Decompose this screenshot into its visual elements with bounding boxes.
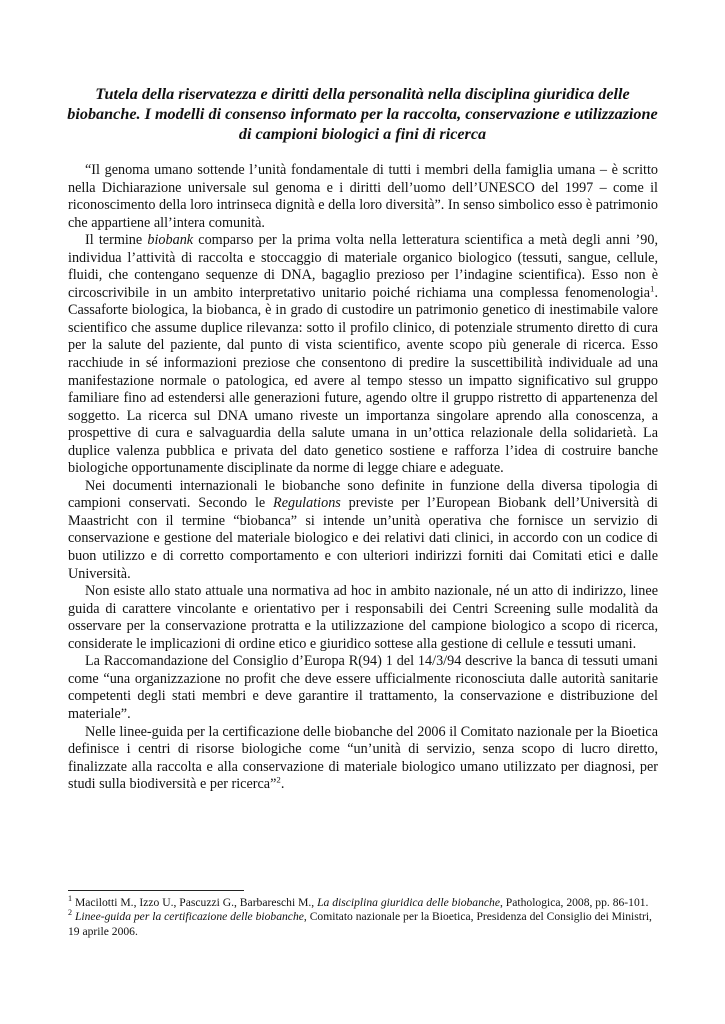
text-run: . (280, 776, 285, 793)
text-run: , Pathologica, 2008, pp. 86-101. (499, 896, 649, 909)
italic-term: Regulations (273, 495, 341, 512)
document-body (68, 162, 658, 794)
footnote-2 (68, 910, 658, 939)
paragraph-international-docs (68, 478, 658, 583)
italic-title: La disciplina giuridica delle biobanche (317, 896, 500, 909)
footnote-number: 2 (68, 908, 73, 918)
footnote-number: 1 (68, 894, 73, 904)
text-run: Nelle linee-guida per la certificazione delle biobanche del 2006 il Comitato nazionale per la Bioetica definisce i centri di risorse biologiche come “un’unità di servizio, senza scopo di lucro diretto, finalizzate alla raccolta e alla conservazione di materiale biologico umano utilizzato per diagnosi, per studi sulla biodiversità e per ricerca” (68, 723, 658, 793)
footnote-separator (68, 890, 244, 891)
paragraph-biobank-term (68, 232, 658, 478)
footnotes (68, 896, 658, 939)
footnote-ref-2: 2 (276, 774, 281, 785)
text-run: comparso per la prima volta nella letteratura scientifica a metà degli anni ’90, individua l’attività di raccolta e stoccaggio di materiale organico biologico (tessuti, sangue, cellule, fluidi, che contengano sequenze di DNA, bagaglio prezioso per l’indagine scientifica). Esso non è circoscrivibile in un ambito interpretativo unitario poiché richiama una complessa fenomenologia (68, 232, 658, 301)
text-run: previste per l’European Biobank dell’Università di Maastricht con il termine “biobanca” si intende un’unità operativa che fornisce un servizio di conservazione e gestione del materiale biologico e dei relativi dati clinici, in accordo con un codice di buon utilizzo e di corretto comportamento e con ulteriori indirizzi forniti dai Comitati etici e dalle Università. (68, 495, 658, 582)
text-run: Macilotti M., Izzo U., Pascuzzi G., Barbareschi M., (72, 896, 318, 909)
footnote-1 (68, 896, 658, 910)
paragraph-national-norms: Non esiste allo stato attuale una normativa ad hoc in ambito nazionale, né un atto di indirizzo, linee guida di carattere vincolante e orientativo per i responsabili dei Centri Screening sulle modalità da osservare per la conservazione protratta e la utilizzazione del campione biologico a scopo di ricerca, considerate le implicazioni di ordine etico e giuridico sottese alla gestione di cellule e tessuti umani. (68, 583, 658, 652)
paragraph-council-recommendation: La Raccomandazione del Consiglio d’Europa R(94) 1 del 14/3/94 descrive la banca di tessuti umani come “una organizzazione no profit che deve essere ufficialmente riconosciuta dalle autorità sanitarie competenti degli stati membri e deve garantire il trattamento, la conservazione e distribuzione del materiale”. (68, 653, 658, 722)
document-title: Tutela della riservatezza e diritti della personalità nella disciplina giuridica delle biobanche. I modelli di consenso informato per la raccolta, conservazione e utilizzazione di campioni biologici a fini di ricerca (67, 85, 658, 143)
text-run: Nei documenti internazionali le biobanche sono definite in funzione della diversa tipologia di campioni conservati. Secondo le (68, 477, 658, 512)
footnote-ref-1: 1 (650, 283, 655, 294)
paragraph-guidelines-2006 (68, 724, 658, 794)
paragraph-genome-quote: “Il genoma umano sottende l’unità fondamentale di tutti i membri della famiglia umana – è scritto nella Dichiarazione universale sul genoma e i diritti dell’uomo dell’UNESCO del 1997 – come il riconoscimento della loro intrinseca dignità e della loro diversità”. In senso simbolico esso è patrimonio che appartiene all’intera comunità. (68, 162, 658, 231)
text-run: , Comitato nazionale per la Bioetica, Presidenza del Consiglio dei Ministri, 19 aprile 2006. (68, 910, 652, 938)
text-run: . Cassaforte biologica, la biobanca, è in grado di custodire un patrimonio genetico di inestimabile valore scientifico che assume duplice rilevanza: sotto il profilo clinico, di potenziale strumento diretto di cura per la salute del paziente, dal punto di vista scientifico, avente scopo più generale di ricerca. Esso racchiude in sé informazioni preziose che consentono di predire la suscettibilità individuale ad una manifestazione normale o patologica, ed avere al tempo stesso un impatto significativo sul gruppo familiare fino ad estendersi alle generazioni future, agendo oltre il gruppo ristretto di appartenenza del soggetto. La ricerca sul DNA umano riveste un importanza singolare aprendo alla conoscenza, a prospettive di cura e salvaguardia della salute umana in un’ottica relazionale della solidarietà. La duplice valenza pubblica e privata del dato genetico sostiene e rafforza l’idea di costruire banche biologiche opportunamente disciplinate da norme di legge chiare e adeguate. (68, 284, 658, 477)
text-run: Il termine (85, 232, 148, 249)
italic-term: biobank (147, 232, 194, 249)
italic-title: Linee-guida per la certificazione delle biobanche (72, 910, 304, 924)
